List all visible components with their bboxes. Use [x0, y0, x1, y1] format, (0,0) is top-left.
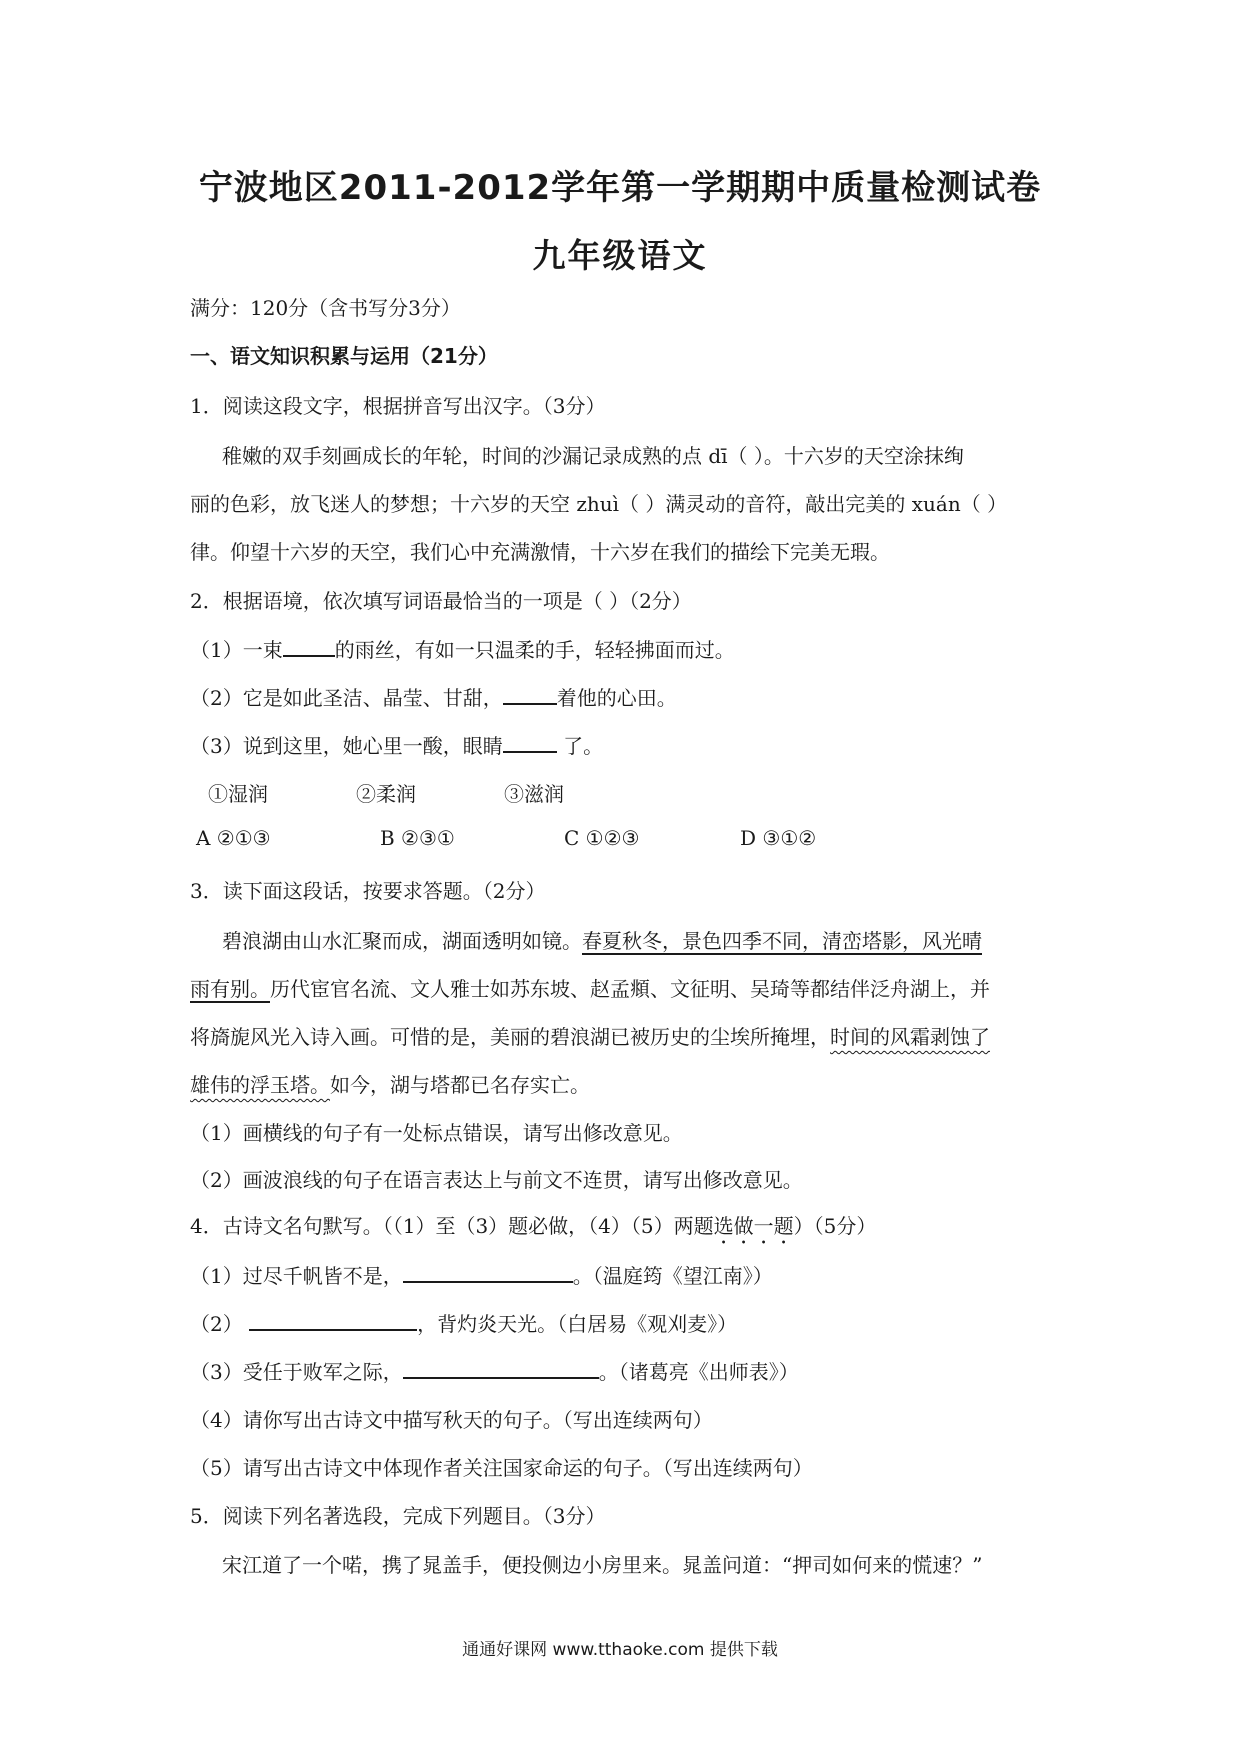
- q4-blank: [403, 1359, 599, 1379]
- q2-word: ③滋润: [504, 782, 564, 806]
- q2-word-options: [208, 778, 564, 807]
- q4-item-text: 。（温庭筠《望江南》）: [572, 1264, 773, 1288]
- q2-s2-blank: [503, 685, 557, 705]
- q4-emphasis: 选做一题: [713, 1214, 794, 1238]
- q3-wavy-sentence-end: 雄伟的浮玉塔。: [190, 1073, 330, 1097]
- q2-choices: [196, 826, 816, 850]
- q2-s1-before: （1）一束: [190, 638, 283, 662]
- exam-subtitle: 九年级语文: [532, 236, 708, 275]
- q1-paragraph-line-2: 丽的色彩，放飞迷人的梦想；十六岁的天空 zhuì（ ）满灵动的音符，敲出完美的 xuán（ ）: [190, 492, 1008, 516]
- q4-item-5: （5）请写出古诗文中体现作者关注国家命运的句子。（写出连续两句）: [190, 1456, 813, 1480]
- q4-prompt-text: ）（5分）: [793, 1214, 877, 1238]
- q3-prompt: 3．读下面这段话，按要求答题。（2分）: [190, 879, 546, 903]
- q4-item-text: ，背灼炎天光。（白居易《观刈麦》）: [417, 1312, 738, 1336]
- q2-s1-blank: [283, 637, 335, 657]
- q2-s2-after: 着他的心田。: [556, 686, 677, 710]
- q4-blank: [249, 1311, 417, 1331]
- q2-word: ①湿润: [208, 782, 268, 806]
- q1-paragraph-line-1: 稚嫩的双手刻画成长的年轮，时间的沙漏记录成熟的点 dī（ ）。十六岁的天空涂抹绚: [222, 444, 964, 468]
- q3-paragraph-line-3: [190, 1021, 990, 1050]
- q4-item-2: [190, 1308, 737, 1337]
- q1-paragraph-line-3: 律。仰望十六岁的天空，我们心中充满激情，十六岁在我们的描绘下完美无瑕。: [190, 540, 890, 564]
- q4-prompt: [190, 1210, 876, 1249]
- q4-item-3: [190, 1356, 799, 1385]
- q3-paragraph-line-2: [190, 973, 990, 1002]
- q2-choice: C ①②③: [564, 826, 640, 850]
- q3-underlined-sentence-end: 雨有别。: [190, 977, 270, 1001]
- q3-sub-question-1: （1）画横线的句子有一处标点错误，请写出修改意见。: [190, 1121, 683, 1145]
- q4-item-4: （4）请你写出古诗文中描写秋天的句子。（写出连续两句）: [190, 1408, 713, 1432]
- q3-paragraph-line-1: [222, 925, 982, 954]
- q3-underlined-sentence: 春夏秋冬，景色四季不同，清峦塔影，风光晴: [582, 929, 982, 953]
- q2-choice: A ②①③: [196, 826, 271, 850]
- q4-item-text: （2）: [190, 1312, 243, 1336]
- q4-prompt-text: 4．古诗文名句默写。（（1）至（3）题必做，（4）（5）两题: [190, 1214, 714, 1238]
- q2-word: ②柔润: [356, 782, 416, 806]
- q5-prompt: 5．阅读下列名著选段，完成下列题目。（3分）: [190, 1504, 606, 1528]
- q2-s3-blank: [503, 733, 557, 753]
- q4-item-text: 。（诸葛亮《出师表》）: [598, 1360, 799, 1384]
- q2-s1-after: 的雨丝，有如一只温柔的手，轻轻拂面而过。: [334, 638, 735, 662]
- q5-paragraph-line-1: 宋江道了一个喏，携了晁盖手，便投侧边小房里来。晁盖问道：“押司如何来的慌速？”: [222, 1553, 983, 1577]
- q4-item-text: （1）过尽千帆皆不是，: [190, 1264, 403, 1288]
- q4-blank: [403, 1263, 573, 1283]
- q3-paragraph-line-4: [190, 1069, 590, 1098]
- score-note: 满分：120分（含书写分3分）: [190, 296, 461, 320]
- q3-wavy-sentence: 时间的风霜剥蚀了: [830, 1025, 990, 1049]
- q2-s3-after: 了。: [563, 734, 604, 758]
- q4-item-text: （3）受任于败军之际，: [190, 1360, 403, 1384]
- q3-text: 碧浪湖由山水汇聚而成，湖面透明如镜。: [222, 929, 582, 953]
- exam-title: 宁波地区2011-2012学年第一学期期中质量检测试卷: [198, 168, 1042, 208]
- q2-sentence-3: [190, 730, 603, 759]
- q3-text: 将旖旎风光入诗入画。可惜的是，美丽的碧浪湖已被历史的尘埃所掩埋，: [190, 1025, 830, 1049]
- footer-credit: 通通好课网 www.tthaoke.com 提供下载: [462, 1640, 778, 1660]
- q2-sentence-2: [190, 682, 677, 711]
- q2-s2-before: （2）它是如此圣洁、晶莹、甘甜，: [190, 686, 503, 710]
- q3-text: 历代宦官名流、文人雅士如苏东坡、赵孟頫、文征明、吴琦等都结伴泛舟湖上，并: [270, 977, 990, 1001]
- q2-choice: B ②③①: [380, 826, 455, 850]
- q3-sub-question-2: （2）画波浪线的句子在语言表达上与前文不连贯，请写出修改意见。: [190, 1168, 803, 1192]
- q4-item-1: [190, 1260, 773, 1289]
- q2-prompt: 2．根据语境，依次填写词语最恰当的一项是（ ）（2分）: [190, 589, 692, 613]
- section-heading: 一、语文知识积累与运用（21分）: [190, 344, 498, 368]
- q1-prompt: 1．阅读这段文字，根据拼音写出汉字。（3分）: [190, 394, 606, 418]
- q3-text: 如今，湖与塔都已名存实亡。: [330, 1073, 590, 1097]
- q2-choice: D ③①②: [740, 826, 817, 850]
- q2-sentence-1: [190, 634, 735, 663]
- q2-s3-before: （3）说到这里，她心里一酸，眼睛: [190, 734, 503, 758]
